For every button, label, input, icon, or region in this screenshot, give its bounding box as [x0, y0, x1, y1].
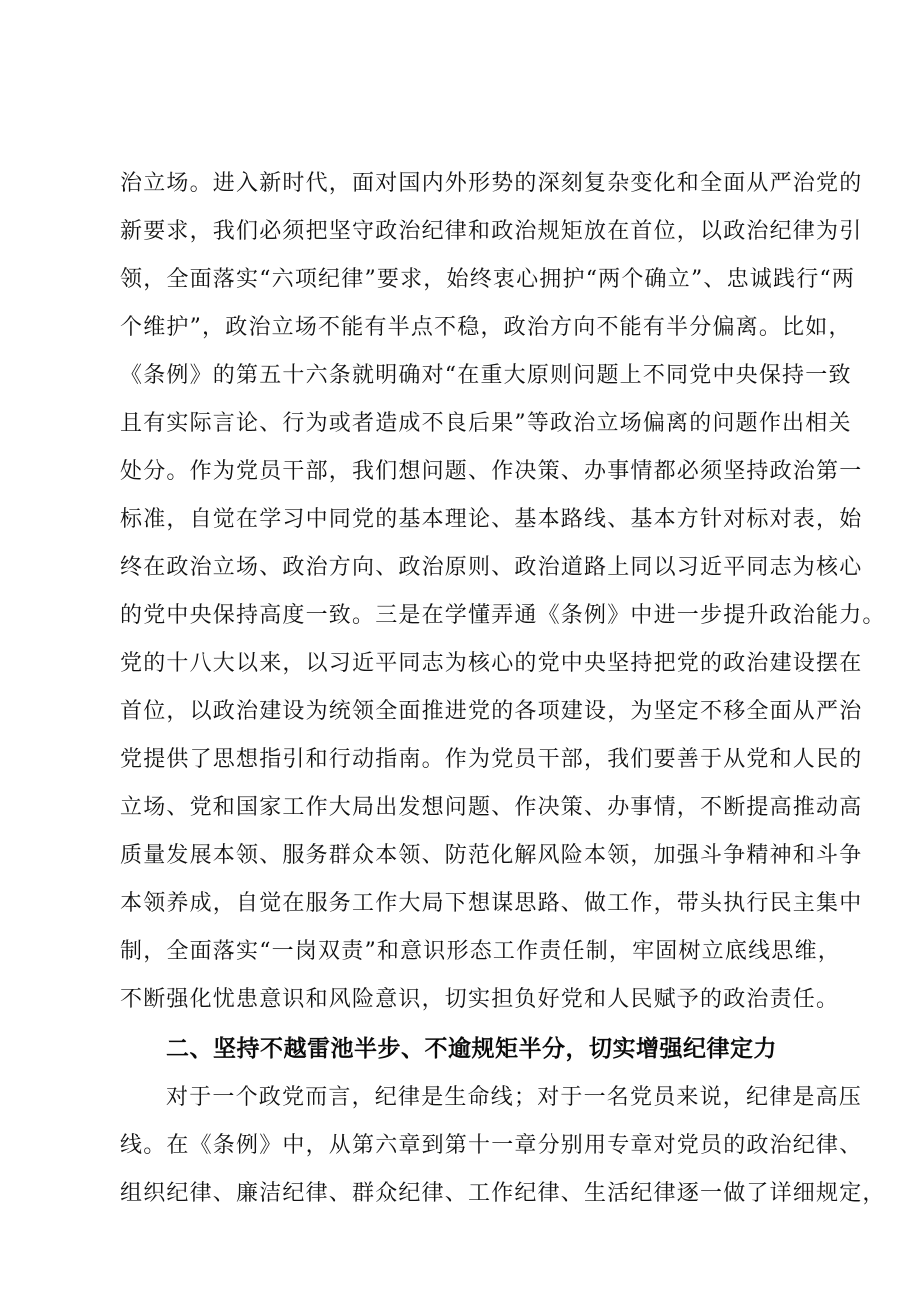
- text-line: 领，全面落实“六项纪律”要求，始终衷心拥护“两个确立”、忠诚践行“两: [120, 267, 856, 292]
- text-line: 终在政治立场、政治方向、政治原则、政治道路上同以习近平同志为核心: [120, 555, 863, 580]
- text-line: 处分。作为党员干部，我们想问题、作决策、办事情都必须坚持政治第一: [120, 459, 863, 484]
- section-heading: 二、坚持不越雷池半步、不逾规矩半分，切实增强纪律定力: [166, 1036, 777, 1062]
- document-body: [120, 160, 886, 1218]
- text-line: 对于一个政党而言，纪律是生命线；对于一名党员来说，纪律是高压: [166, 1085, 863, 1110]
- text-line: 标准，自觉在学习中同党的基本理论、基本路线、基本方针对标对表，始: [120, 507, 863, 532]
- text-line: 新要求，我们必须把坚守政治纪律和政治规矩放在首位，以政治纪律为引: [120, 219, 863, 244]
- text-line: 个维护”，政治立场不能有半点不稳，政治方向不能有半分偏离。比如，: [120, 315, 852, 340]
- text-line: 立场、党和国家工作大局出发想问题、作决策、办事情，不断提高推动高: [120, 795, 863, 820]
- text-line: 且有实际言论、行为或者造成不良后果”等政治立场偏离的问题作出相关: [120, 411, 852, 436]
- text-line: 制，全面落实“一岗双责”和意识形态工作责任制，牢固树立底线思维，: [120, 939, 841, 964]
- text-line: 不断强化忧患意识和风险意识，切实担负好党和人民赋予的政治责任。: [120, 987, 840, 1012]
- paragraph-2: [120, 1074, 886, 1218]
- text-line: 党提供了思想指引和行动指南。作为党员干部，我们要善于从党和人民的: [120, 747, 863, 772]
- text-line: 组织纪律、廉洁纪律、群众纪律、工作纪律、生活纪律逐一做了详细规定，: [120, 1181, 886, 1206]
- text-line: 治立场。进入新时代，面对国内外形势的深刻复杂变化和全面从严治党的: [120, 171, 863, 196]
- text-line: 党的十八大以来，以习近平同志为核心的党中央坚持把党的政治建设摆在: [120, 651, 863, 676]
- text-line: 本领养成，自觉在服务工作大局下想谋思路、做工作，带头执行民主集中: [120, 891, 863, 916]
- text-line: 的党中央保持高度一致。三是在学懂弄通《条例》中进一步提升政治能力。: [120, 603, 886, 628]
- text-line: 首位，以政治建设为统领全面推进党的各项建设，为坚定不移全面从严治: [120, 699, 863, 724]
- text-line: 质量发展本领、服务群众本领、防范化解风险本领，加强斗争精神和斗争: [120, 843, 863, 868]
- text-line: 线。在《条例》中，从第六章到第十一章分别用专章对党员的政治纪律、: [120, 1133, 863, 1158]
- text-line: 《条例》的第五十六条就明确对“在重大原则问题上不同党中央保持一致: [120, 363, 852, 388]
- paragraph-1: [120, 160, 886, 1024]
